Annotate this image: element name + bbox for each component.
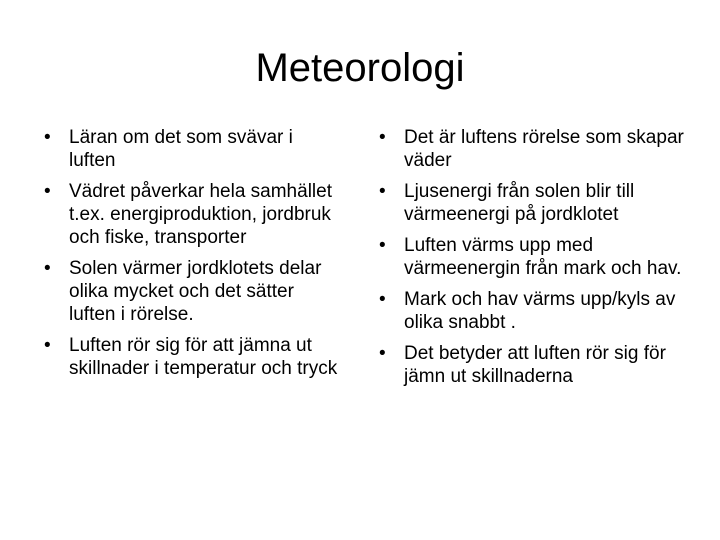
right-bullet-list [379, 126, 684, 396]
list-item [379, 288, 684, 334]
bullet-icon: • [44, 181, 51, 202]
list-item-text: Ljusenergi från solen blir till värmeenergi på jordklotet [404, 181, 635, 225]
bullet-icon: • [44, 127, 51, 148]
list-item-text: Luften rör sig för att jämna ut skillnader i temperatur och tryck [69, 335, 338, 379]
list-item [379, 180, 684, 226]
list-item-text: Solen värmer jordklotets delar olika mycket och det sätter luften i rörelse. [69, 258, 322, 325]
list-item [44, 180, 344, 249]
bullet-icon: • [379, 181, 386, 202]
slide-title: Meteorologi [255, 46, 465, 90]
bullet-icon: • [379, 343, 386, 364]
list-item [44, 257, 344, 326]
left-bullet-list [44, 126, 344, 388]
bullet-icon: • [379, 289, 386, 310]
bullet-icon: • [379, 127, 386, 148]
list-item-text: Vädret påverkar hela samhället t.ex. energiproduktion, jordbruk och fiske, transporter [69, 181, 332, 248]
list-item-text: Det är luftens rörelse som skapar väder [404, 127, 684, 171]
list-item [379, 234, 684, 280]
list-item [379, 126, 684, 172]
list-item-text: Det betyder att luften rör sig för jämn ut skillnaderna [404, 343, 666, 387]
bullet-icon: • [44, 258, 51, 279]
list-item [379, 342, 684, 388]
list-item-text: Läran om det som svävar i luften [69, 127, 293, 171]
bullet-icon: • [379, 235, 386, 256]
list-item [44, 334, 344, 380]
list-item-text: Mark och hav värms upp/kyls av olika snabbt . [404, 289, 676, 333]
bullet-icon: • [44, 335, 51, 356]
list-item-text: Luften värms upp med värmeenergin från mark och hav. [404, 235, 682, 279]
list-item [44, 126, 344, 172]
